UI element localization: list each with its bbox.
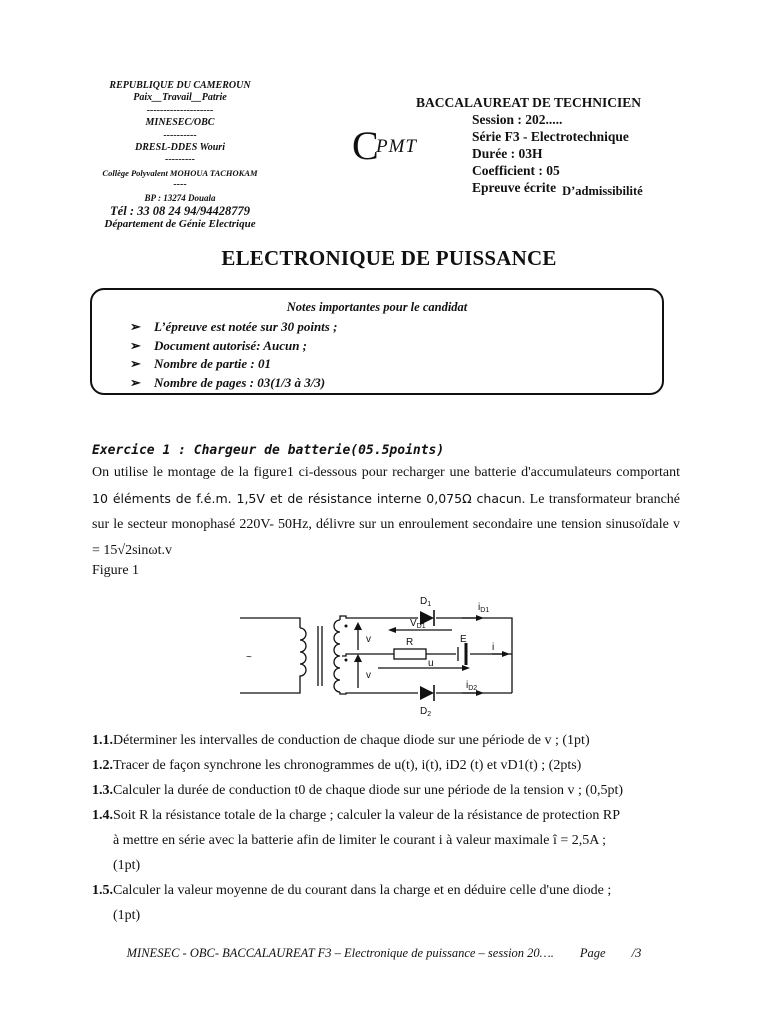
questions-list bbox=[92, 728, 692, 928]
notes-item: ➢ L’épreuve est notée sur 30 points ; bbox=[130, 318, 337, 337]
footer-text: MINESEC - OBC- BACCALAUREAT F3 – Electronique de puissance – session 20…. bbox=[126, 946, 554, 960]
address-line: BP : 13274 Douala bbox=[144, 192, 216, 203]
label-ac-source: ~ bbox=[246, 652, 252, 663]
question-continuation: (1pt) bbox=[113, 858, 141, 873]
exam-title: BACCALAUREAT DE TECHNICIEN bbox=[416, 95, 642, 110]
republic-line: REPUBLIQUE DU CAMEROUN bbox=[109, 80, 251, 91]
arrow-bullet-icon: ➢ bbox=[130, 337, 141, 353]
header-left bbox=[80, 80, 280, 231]
epreuve-line bbox=[416, 179, 643, 197]
question-item: 1.4.Soit R la résistance totale de la charge ; calculer la valeur de la résistance de protection RP bbox=[92, 808, 621, 823]
notes-item: ➢ Document autorisé: Aucun ; bbox=[130, 337, 337, 356]
rectifier-circuit-diagram bbox=[230, 590, 530, 720]
epreuve-label: Epreuve écrite bbox=[472, 180, 557, 195]
exercise-paragraph: On utilise le montage de la figure1 ci-dessous pour recharger une batterie d'accumulateurs comportant 10 éléments de f.é.m. 1,5V et de résistance interne 0,075Ω chacun. Le transformateur branché sur le secteur monophasé 220V- 50Hz, délivre sur un enroulement secondaire une tension sinusoïdale v = 15√2sinωt.v bbox=[92, 465, 680, 559]
ministry-line: MINESEC/OBC bbox=[145, 117, 215, 129]
school-line: Collège Polyvalent MOHOUA TACHOKAM bbox=[102, 167, 258, 178]
separator: --------- bbox=[165, 154, 195, 166]
battery-icon bbox=[458, 643, 466, 665]
label-i: i bbox=[492, 642, 495, 653]
logo-letters-pmt: PMT bbox=[376, 136, 417, 157]
coefficient-line: Coefficient : 05 bbox=[472, 163, 560, 178]
exercise-title: Exercice 1 : Chargeur de batterie(05.5points) bbox=[92, 443, 445, 458]
question-continuation: à mettre en série avec la batterie afin de limiter le courant i à valeur maximale î = 2,5A ; bbox=[113, 833, 607, 848]
page-footer bbox=[0, 946, 768, 961]
label-vd1: $V_{D1}$ bbox=[410, 618, 426, 630]
notes-list bbox=[130, 318, 337, 392]
footer-page-label: Page bbox=[579, 946, 606, 960]
candidate-notes-box bbox=[90, 288, 664, 395]
label-r: R bbox=[406, 637, 414, 648]
notes-item: ➢ Nombre de pages : 03(1/3 à 3/3) bbox=[130, 374, 337, 393]
header-right bbox=[416, 94, 643, 197]
duration-line: Durée : 03H bbox=[472, 146, 543, 161]
separator: ---------- bbox=[163, 129, 197, 141]
label-u: u bbox=[428, 658, 434, 669]
question-item: 1.5.Calculer la valeur moyenne de du courant dans la charge et en déduire celle d'une diode ; bbox=[92, 883, 612, 898]
department-line: Département de Génie Electrique bbox=[104, 218, 256, 231]
figure-label: Figure 1 bbox=[92, 563, 140, 578]
session-line: Session : 202..... bbox=[472, 112, 563, 127]
footer-page-number: /3 bbox=[631, 946, 642, 960]
notes-title: Notes importantes pour le candidat bbox=[286, 300, 468, 314]
question-item: 1.1.Déterminer les intervalles de conduction de chaque diode sur une période de v ; (1pt) bbox=[92, 733, 590, 748]
diode-d2-icon bbox=[420, 685, 434, 701]
page-title: ELECTRONIQUE DE PUISSANCE bbox=[221, 246, 557, 270]
phone-line: Tél : 33 08 24 94/94428779 bbox=[110, 204, 250, 219]
motto-line: Paix__Travail__Patrie bbox=[133, 92, 227, 104]
label-id2: $i_{D2}$ bbox=[466, 680, 478, 692]
label-v-top: v bbox=[366, 634, 371, 645]
delegation-line: DRESL-DDES Wouri bbox=[135, 142, 225, 154]
serie-line: Série F3 - Electrotechnique bbox=[472, 129, 629, 144]
arrow-bullet-icon: ➢ bbox=[130, 319, 141, 334]
admissibility-label: D’admissibilité bbox=[562, 184, 643, 198]
label-id1: $i_{D1}$ bbox=[478, 602, 490, 614]
separator: ---- bbox=[173, 179, 187, 191]
arrow-bullet-icon: ➢ bbox=[130, 374, 141, 390]
label-d1: $D_1$ bbox=[420, 596, 432, 608]
arrow-bullet-icon: ➢ bbox=[130, 356, 141, 371]
label-e: E bbox=[460, 634, 467, 645]
label-d2: $D_2$ bbox=[420, 706, 432, 718]
logo-letter-c: C bbox=[352, 123, 379, 168]
question-item: 1.3.Calculer la durée de conduction t0 de chaque diode sur une période de la tension v ; (0,5pt) bbox=[92, 783, 624, 798]
separator: -------------------- bbox=[146, 104, 214, 116]
question-continuation: (1pt) bbox=[113, 908, 141, 923]
notes-item: ➢ Nombre de partie : 01 bbox=[130, 355, 337, 374]
question-item: 1.2.Tracer de façon synchrone les chronogrammes de u(t), i(t), iD2 (t) et vD1(t) ; (2pts) bbox=[92, 758, 582, 773]
label-v-bottom: v bbox=[366, 670, 371, 681]
